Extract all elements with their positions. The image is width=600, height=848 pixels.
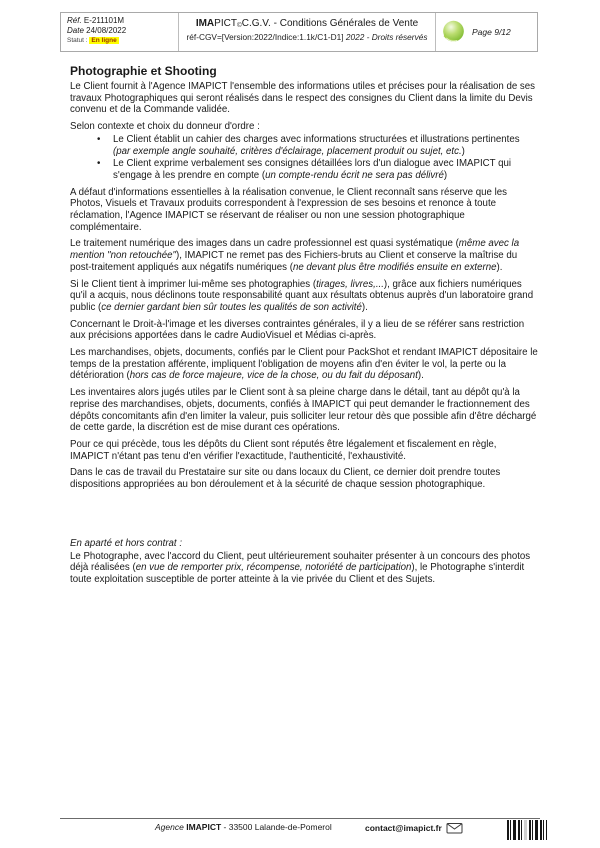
paragraph <box>70 347 538 382</box>
paragraph <box>70 439 538 462</box>
text-run: Le Photographe, avec l'accord du Client, peut ultérieurement souhaiter présenter à un concours des photos déjà réalisées ( <box>70 550 531 574</box>
text-run: A défaut d'informations essentielles à la réalisation convenue, le Client reconnaît sans réserve que les Photos, Visuels et Travaux produits correspondent à l'expression de ses besoins et renonce à toute réclamation, l'Agence IMAPICT se réservant de réaliser ou non une session photographique complémentaire. <box>70 186 507 233</box>
text-run: Le Client fournit à l'Agence IMAPICT l'ensemble des informations utiles et précises pour la réalisation de ses travaux Photographiques qui seront réalisés dans le respect des consignes du Client dans la limite du Devis convenu et de la Commande validée. <box>70 81 535 116</box>
paragraph <box>70 81 538 116</box>
text-run: Si le Client tient à imprimer lui-même ses photographies ( <box>70 278 317 290</box>
text-run: ). <box>496 261 503 273</box>
status-label: Statut : <box>67 37 88 44</box>
paragraph <box>70 279 538 314</box>
bullet-list <box>70 134 538 182</box>
contact-email: contact@imapict.fr <box>365 823 442 833</box>
paragraph <box>70 238 538 273</box>
vertical-spacer <box>70 496 538 538</box>
text-run: ), IMAPICT ne remet pas des Fichiers-bruts au Client et conserve la maîtrise du post-traitement appliqués aux négatifs numériques ( <box>70 250 518 273</box>
ref-line <box>67 16 172 26</box>
paragraph <box>70 187 538 234</box>
text-run: ), grâce aux fichiers numériques qu'il a acquis, nous déclinons toute responsabilité quant aux résultats obtenus auprès d'un laboratoire grand public ( <box>70 278 534 313</box>
text-run: Pour ce qui précède, tous les dépôts du Client sont réputés être légalement et fiscalement en règle, IMAPICT n'étant pas tenu d'en vérifier l'exactitude, l'authenticité, l'exhaustivité. <box>70 438 497 462</box>
envelope-icon <box>446 822 463 834</box>
text-run: Dans le cas de travail du Prestataire sur site ou dans locaux du Client, ce dernier doit prendre toutes dispositions appropriées au bon déroulement et à la sécurité de chaque session photographique. <box>70 467 501 491</box>
text-run: ) <box>461 145 465 157</box>
text-run: Selon contexte et choix du donneur d'ordre : <box>70 121 260 133</box>
header-box <box>60 12 538 52</box>
agency-address: - 33500 Lalande-de-Pomerol <box>221 822 332 832</box>
page-number: Page 9/12 <box>472 27 511 37</box>
text-run: ). <box>361 301 368 313</box>
bullet-item <box>70 158 538 181</box>
text-run: Concernant le Droit-à-l'image et les diverses contraintes générales, il y a lieu de se référer sans restriction aux précisions apportées dans le cadre AudioVisuel et Médias ci-après. <box>70 318 525 342</box>
text-run: En aparté et hors contrat : <box>70 537 183 549</box>
status-line <box>67 36 172 45</box>
document-title <box>179 18 435 32</box>
text-run: ne devant plus être modifiés ensuite en externe <box>292 261 497 273</box>
cgv-abbrev: C.G.V. <box>241 18 271 29</box>
text-run: Le Client établit un cahier des charges avec informations structurées et illustrations pertinentes <box>113 133 520 145</box>
header-title-block <box>179 13 435 51</box>
section-title: Photographie et Shooting <box>70 64 217 78</box>
paragraph <box>70 121 538 133</box>
footer-contact <box>365 822 463 834</box>
agency-prefix: Agence <box>155 822 187 832</box>
header-meta <box>61 13 179 51</box>
agency-brand-rest: PICT <box>201 822 222 832</box>
paragraph <box>70 551 538 586</box>
text-run: ), le Photographe s'interdit toute exploitation susceptible de porter atteinte à la vie privée du Client et des Sujets. <box>70 562 525 585</box>
text-run: Le Client exprime verbalement ses consignes détaillées lors d'un dialogue avec IMAPICT qui s'engage à les prendre en compte ( <box>113 158 511 181</box>
text-run: Les inventaires alors jugés utiles par le Client sont à sa pleine charge dans le détail, tant au dépôt qu'à la reprise des marchandises, objets, documents, confiés à IMAPICT qui peut demander le fractionnement des dépôts concomitants afin d'en limiter la valeur, puis solliciter leur retour dès que possible afin d'être déchargé de cette garde, la discrétion est de mise durant ces opérations. <box>70 387 537 434</box>
text-run: un compte-rendu écrit ne sera pas délivré <box>265 169 444 181</box>
date-value: 24/08/2022 <box>86 26 127 35</box>
text-run: Le traitement numérique des images dans un cadre professionnel est quasi systématique ( <box>70 238 459 250</box>
agency-brand-bold: IMA <box>186 822 202 832</box>
document-body <box>70 64 538 591</box>
subtitle-ref: réf-CGV=[Version:2022/Indice:1.1k/C1-D1] <box>186 32 346 42</box>
footer-agency <box>155 822 332 832</box>
text-run: même avec la mention "non retouchée" <box>70 238 520 262</box>
footer-divider <box>60 818 540 819</box>
date-label: Date <box>67 26 84 35</box>
green-sphere-leaf-logo-icon <box>440 19 467 46</box>
text-run: Les marchandises, objets, documents, confiés par le Client pour PackShot et rendant IMAPICT dépositaire le temps de la prestation afférente, impliquent l'obligation de moyens afin d'en éviter le vol, la perte ou la détérioration ( <box>70 347 538 382</box>
text-run: hors cas de force majeure, vice de la chose, ou du fait du déposant <box>129 370 418 382</box>
header-page-block <box>435 13 537 51</box>
document-subtitle <box>179 32 435 43</box>
paragraph <box>70 319 538 342</box>
ref-value: E-211101M <box>83 16 125 25</box>
date-line <box>67 26 172 36</box>
text-run: tirages, livres,... <box>316 278 384 290</box>
text-run: ). <box>417 370 424 382</box>
copyright-mark: © <box>236 22 242 29</box>
status-badge: En ligne <box>91 37 117 44</box>
ref-label: Réf. <box>67 16 82 25</box>
title-suffix: - Conditions Générales de Vente <box>270 18 419 29</box>
text-run: (par exemple angle souhaité, critères d'éclairage, placement produit ou sujet, etc. <box>113 145 462 157</box>
brand-rest: PICT <box>214 18 237 29</box>
text-run: ) <box>443 169 448 181</box>
brand-bold: IMA <box>195 18 215 29</box>
barcode <box>507 820 547 840</box>
paragraph <box>70 467 538 490</box>
text-run: en vue de remporter prix, récompense, notoriété de participation <box>135 562 412 574</box>
paragraph <box>70 387 538 434</box>
bullet-item <box>70 134 538 157</box>
paragraph <box>70 538 538 550</box>
subtitle-rights: 2022 - Droits réservés <box>345 32 428 42</box>
text-run: ce dernier gardant bien sûr toutes les qualités de son activité <box>101 301 362 313</box>
